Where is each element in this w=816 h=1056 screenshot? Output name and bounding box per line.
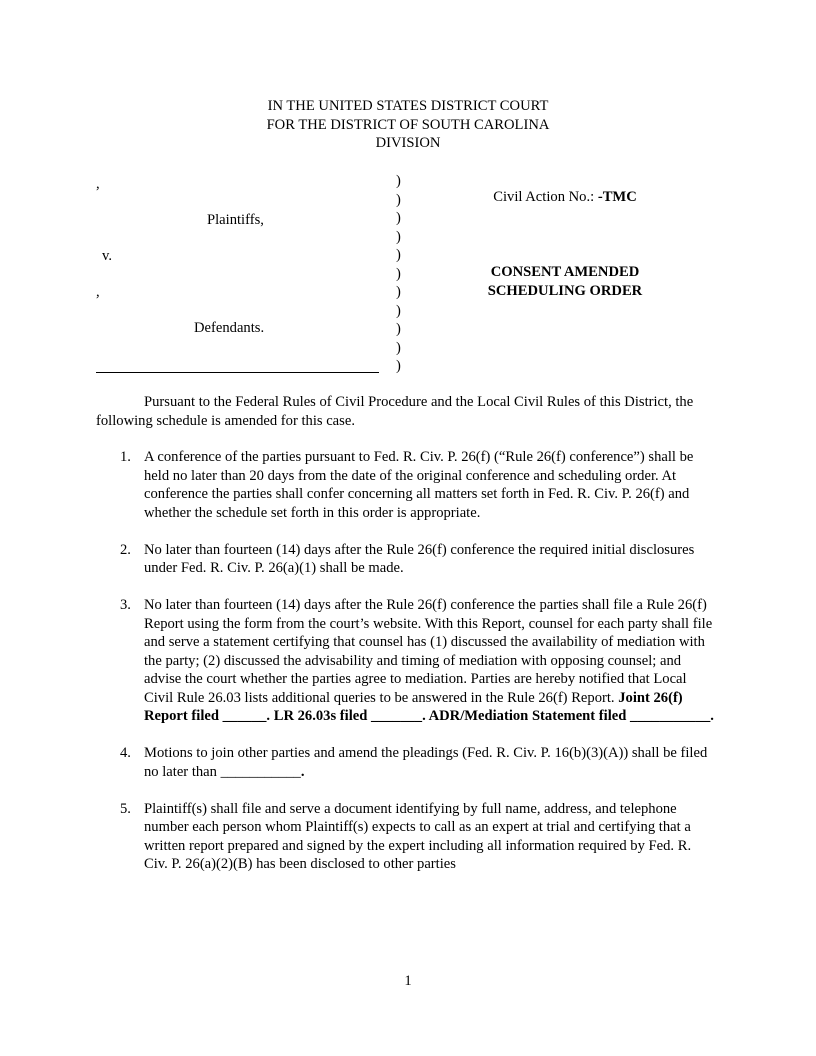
item-text: A conference of the parties pursuant to Fed. R. Civ. P. 26(f) (“Rule 26(f) conference”) shall be held no later than 20 days from the date of the original conference and scheduling order. At conference the parties shall confer concerning all matters set forth in Fed. R. Civ. P. 26(f) and whether the schedule set forth in this order is appropriate. [144,449,694,521]
plaintiffs-label: Plaintiffs, [207,212,264,228]
plaintiff-name: , [96,176,100,192]
civil-action-suffix: -TMC [597,189,637,205]
paren-mark: ) [396,321,401,337]
page-number: 1 [404,973,412,989]
list-item [96,448,716,522]
caption-parenthesis-column [396,172,408,376]
court-division-line: DIVISION [375,135,441,151]
defendants-label: Defendants. [194,320,265,336]
item-bold-period: . [300,763,305,780]
item-number: 3. [120,597,131,613]
caption-underline [96,372,379,373]
order-title-line2: SCHEDULING ORDER [487,283,643,299]
intro-paragraph: Pursuant to the Federal Rules of Civil Procedure and the Local Civil Rules of this District, the following schedule is amended for this case. [96,394,694,429]
schedule-list [96,448,716,892]
list-item [96,541,716,578]
paren-mark: ) [396,247,401,263]
paren-mark: ) [396,358,401,374]
item-number: 1. [120,449,131,465]
list-item [96,800,716,874]
paren-mark: ) [396,339,401,356]
list-item [96,596,716,726]
civil-action-number [470,189,660,206]
item-number: 2. [120,541,131,558]
item-number: 5. [120,800,131,817]
order-title [470,263,660,301]
paren-mark: ) [396,265,401,282]
list-item [96,744,716,781]
item-number: 4. [120,745,131,761]
civil-action-label: Civil Action No.: [493,189,598,205]
defendant-name: , [96,284,100,300]
court-name-line1: IN THE UNITED STATES DISTRICT COURT [267,98,549,114]
court-header [0,97,816,153]
paren-mark: ) [396,191,401,208]
court-name-line2: FOR THE DISTRICT OF SOUTH CAROLINA [266,116,550,133]
order-title-line1: CONSENT AMENDED [490,264,640,280]
paren-mark: ) [396,228,401,245]
paren-mark: ) [396,173,401,189]
paren-mark: ) [396,210,401,226]
item-text: No later than fourteen (14) days after the Rule 26(f) conference the required initial disclosures under Fed. R. Civ. P. 26(a)(1) shall be made. [144,541,695,576]
item-filing-blanks: Joint 26(f) Report filed ______. LR 26.03s filed _______. ADR/Mediation Statement filed ___________. [144,689,714,724]
item-text: Plaintiff(s) shall file and serve a document identifying by full name, address, and telephone number each person whom Plaintiff(s) expects to call as an expert at trial and certifying that a written report prepared and signed by the expert including all information required by Fed. R. Civ. P. 26(a)(2)(B) has been disclosed to other parties [144,800,692,872]
item-text: Motions to join other parties and amend the pleadings (Fed. R. Civ. P. 16(b)(3)(A)) shall be filed no later than ___________ [144,745,708,780]
item-text: No later than fourteen (14) days after the Rule 26(f) conference the parties shall file a Rule 26(f) Report using the form from the court’s website. With this Report, counsel for each party shall file and serve a statement certifying that counsel has (1) discussed the availability of mediation with the party; (2) discussed the advisability and timing of mediation with opposing counsel; and advise the court whether the parties agree to mediation. Parties are hereby notified that Local Civil Rule 26.03 lists additional queries to be answered in the Rule 26(f) Report. [144,597,713,706]
paren-mark: ) [396,284,401,300]
paren-mark: ) [396,302,401,319]
versus-label: v. [102,248,112,264]
